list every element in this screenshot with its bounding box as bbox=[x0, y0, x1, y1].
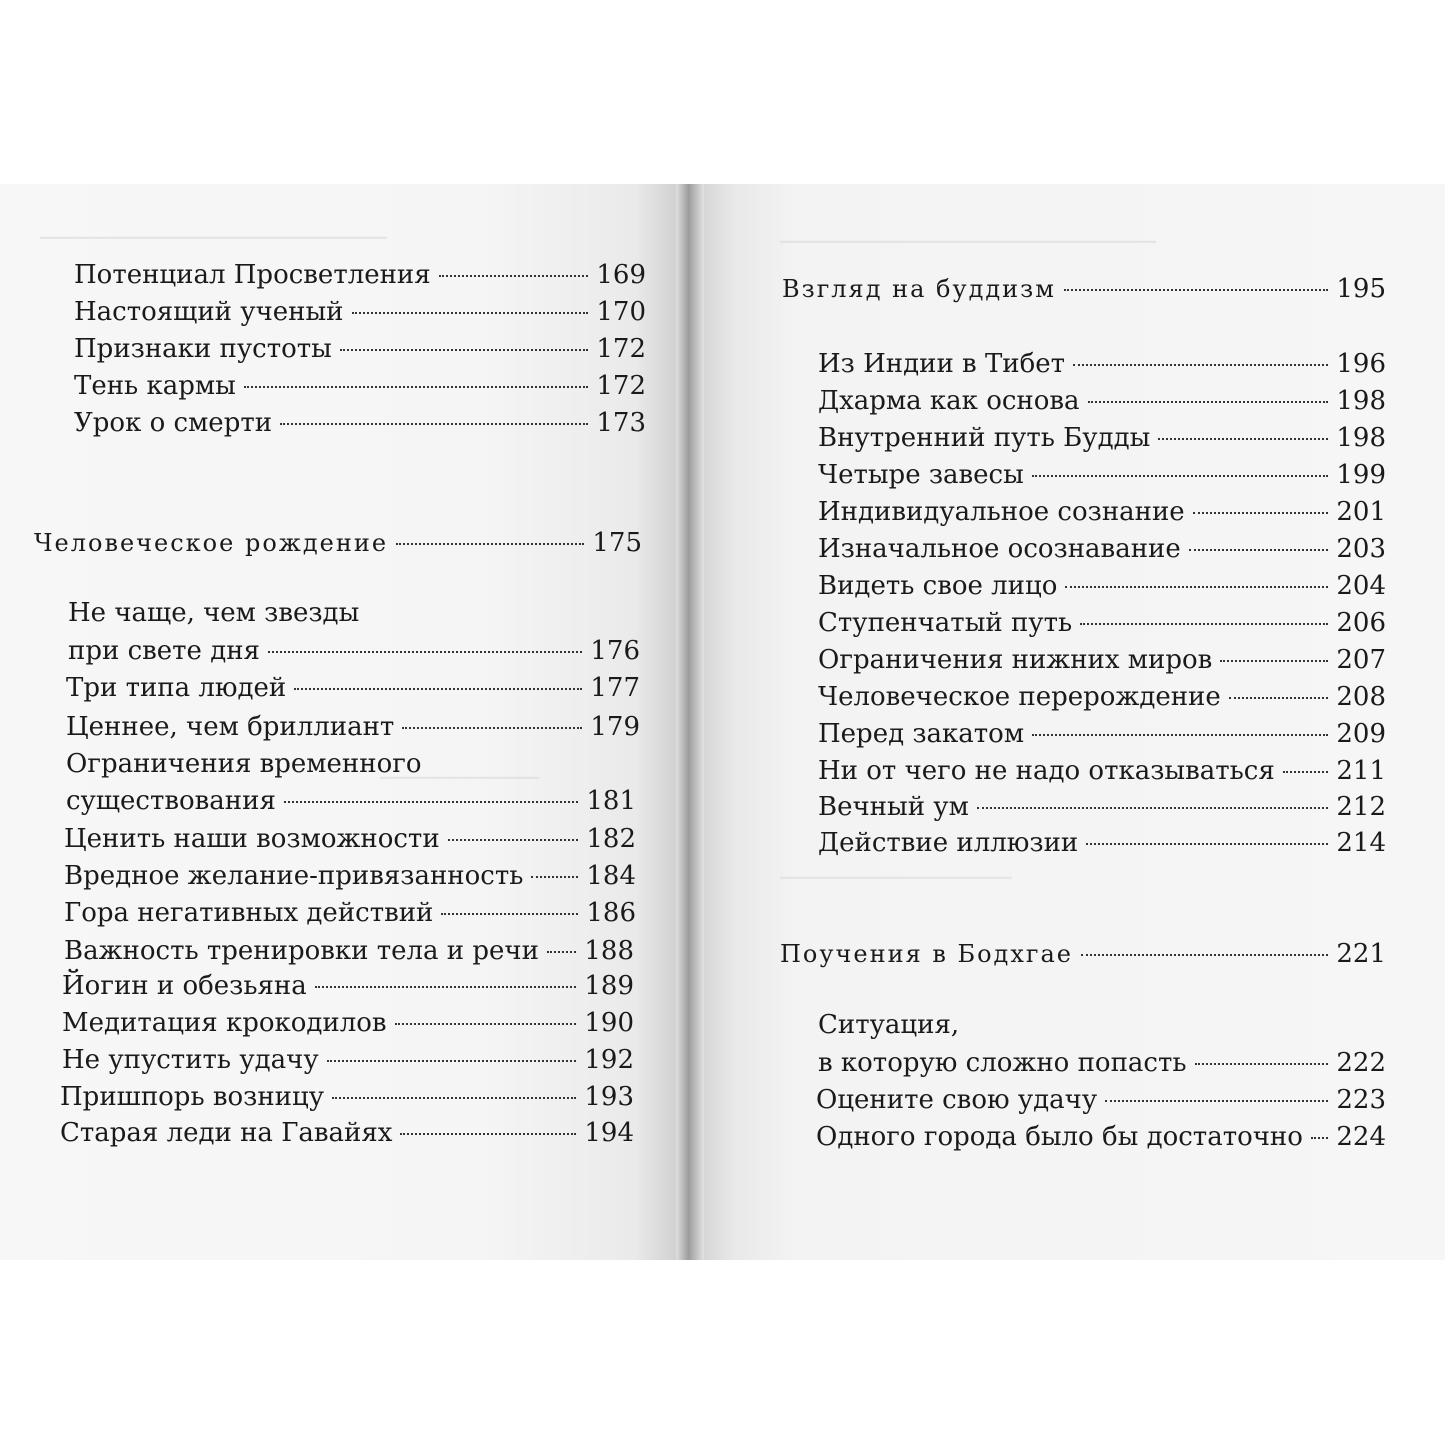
toc-entry[interactable]: Ни от чего не надо отказываться 211 bbox=[818, 756, 1386, 786]
toc-entry[interactable]: Вредное желание-привязанность 184 bbox=[64, 861, 636, 891]
toc-entry[interactable]: Пришпорь возницу 193 bbox=[60, 1082, 634, 1112]
toc-section-heading[interactable]: Человеческое рождение 175 bbox=[34, 528, 642, 558]
toc-entry-line1[interactable]: Ограничения временного bbox=[66, 749, 422, 779]
toc-entry[interactable]: Четыре завесы 199 bbox=[818, 460, 1386, 490]
toc-entry[interactable]: Действие иллюзии 214 bbox=[818, 828, 1386, 858]
right-page: ────────────────────────── ──────────────── Взгляд на буддизм 195 Из Индии в Тибет 196 Дхарма как основа 198 Внутренний путь Будды 198 Четыре завесы 199 Индивидуальное сознание 201 Изначальное осознавание 203 Видеть свое лицо 204 Ступенчатый путь 206 Ограничения нижних миров 207 Человеческое перерождение 208 Перед закатом 209 Ни от чего не надо отказываться 211 Вечный ум 212 Действие иллюзии 214 Поучения в Бодхгае 221 Ситуация, в которую сложно попасть 222 Оцените свою удачу 223 Одного города было бы достаточно 224 bbox=[690, 184, 1445, 1260]
toc-entry[interactable]: Старая леди на Гавайях 194 bbox=[60, 1118, 634, 1148]
toc-entry[interactable]: Йогин и обезьяна 189 bbox=[62, 971, 634, 1001]
toc-entry[interactable]: в которую сложно попасть 222 bbox=[818, 1048, 1386, 1078]
toc-entry[interactable]: Индивидуальное сознание 201 bbox=[818, 497, 1386, 527]
open-book bbox=[0, 184, 1445, 1260]
book-spine-gutter bbox=[676, 184, 704, 1260]
toc-entry-line1[interactable]: Ситуация, bbox=[818, 1010, 960, 1040]
toc-entry[interactable]: Внутренний путь Будды 198 bbox=[818, 423, 1386, 453]
toc-entry[interactable]: Важность тренировки тела и речи 188 bbox=[64, 936, 634, 966]
toc-entry[interactable]: Ценить наши возможности 182 bbox=[64, 824, 636, 854]
toc-entry[interactable]: при свете дня 176 bbox=[68, 636, 640, 666]
toc-entry[interactable]: Одного города было бы достаточно 224 bbox=[816, 1122, 1386, 1152]
toc-entry[interactable]: Медитация крокодилов 190 bbox=[62, 1008, 634, 1038]
toc-entry[interactable]: Три типа людей 177 bbox=[66, 673, 640, 703]
toc-entry[interactable]: Человеческое перерождение 208 bbox=[818, 682, 1386, 712]
toc-entry[interactable]: Оцените свою удачу 223 bbox=[816, 1085, 1386, 1115]
toc-entry[interactable]: Тень кармы 172 bbox=[74, 371, 646, 401]
left-page: ──────────────────────── ─────────── Потенциал Просветления 169 Настоящий ученый 170 Признаки пустоты 172 Тень кармы 172 Урок о смерти 173 Человеческое рождение 175 Не чаще, чем звезды при свете дня 176 Три типа людей 177 Ценнее, чем бриллиант 179 Ограничения временного существования 181 Ценить наши возможности 182 Вредное желание-привязанность 184 Гора негативных действий 186 Важность тренировки тела и речи 188 Йогин и обезьяна 189 Медитация крокодилов 190 Не упустить удачу 192 Пришпорь возницу 193 Старая леди на Гавайях 194 bbox=[0, 184, 690, 1260]
toc-entry[interactable]: Вечный ум 212 bbox=[818, 792, 1386, 822]
toc-entry[interactable]: Настоящий ученый 170 bbox=[74, 297, 646, 327]
toc-section-heading[interactable]: Поучения в Бодхгае 221 bbox=[780, 939, 1386, 969]
toc-entry[interactable]: Дхарма как основа 198 bbox=[818, 386, 1386, 416]
toc-section-heading[interactable]: Взгляд на буддизм 195 bbox=[782, 274, 1386, 304]
toc-entry[interactable]: Ценнее, чем бриллиант 179 bbox=[66, 712, 640, 742]
toc-entry[interactable]: Из Индии в Тибет 196 bbox=[818, 349, 1386, 379]
toc-entry[interactable]: Ограничения нижних миров 207 bbox=[818, 645, 1386, 675]
toc-entry[interactable]: Изначальное осознавание 203 bbox=[818, 534, 1386, 564]
toc-entry[interactable]: Признаки пустоты 172 bbox=[74, 334, 646, 364]
toc-entry[interactable]: существования 181 bbox=[66, 786, 636, 816]
toc-entry[interactable]: Гора негативных действий 186 bbox=[64, 898, 636, 928]
toc-entry[interactable]: Ступенчатый путь 206 bbox=[818, 608, 1386, 638]
toc-entry[interactable]: Видеть свое лицо 204 bbox=[818, 571, 1386, 601]
toc-entry[interactable]: Урок о смерти 173 bbox=[74, 408, 646, 438]
toc-entry[interactable]: Потенциал Просветления 169 bbox=[74, 260, 646, 290]
toc-entry[interactable]: Перед закатом 209 bbox=[818, 719, 1386, 749]
toc-entry-line1[interactable]: Не чаще, чем звезды bbox=[68, 598, 360, 628]
toc-entry[interactable]: Не упустить удачу 192 bbox=[62, 1045, 634, 1075]
